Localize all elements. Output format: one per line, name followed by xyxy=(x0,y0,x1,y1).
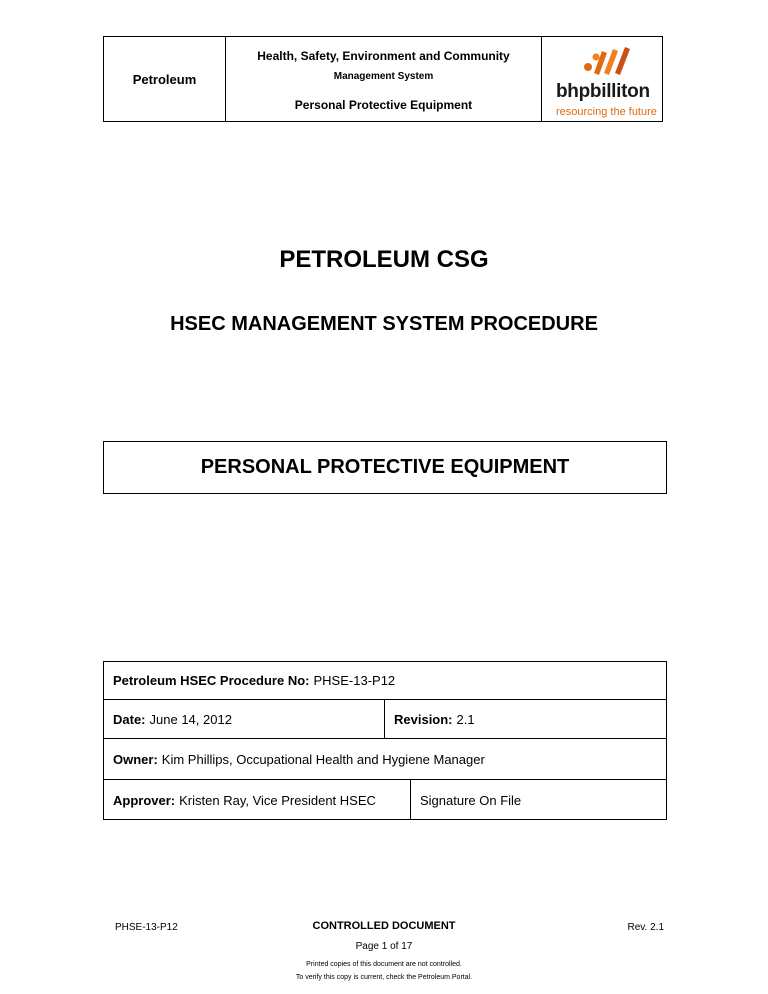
date-value: June 14, 2012 xyxy=(149,711,232,727)
procedure-info-table xyxy=(103,661,667,820)
footer-page-number: Page 1 of 17 xyxy=(355,941,413,952)
header-line-3: Personal Protective Equipment xyxy=(294,98,473,112)
date-cell xyxy=(104,700,384,738)
approver-value: Kristen Ray, Vice President HSEC xyxy=(179,792,376,808)
date-label: Date: xyxy=(113,711,146,727)
info-row-approver xyxy=(104,780,666,820)
owner-value: Kim Phillips, Occupational Health and Hygiene Manager xyxy=(161,751,485,767)
procedure-title-box: PERSONAL PROTECTIVE EQUIPMENT xyxy=(103,441,667,494)
revision-label: Revision: xyxy=(394,711,453,727)
owner-label: Owner: xyxy=(113,751,158,767)
logo-tagline: resourcing the future xyxy=(556,106,657,118)
signature-cell xyxy=(411,780,521,820)
procedure-number-label: Petroleum HSEC Procedure No: xyxy=(113,673,310,688)
header-system-title xyxy=(226,37,542,121)
approver-cell xyxy=(104,780,410,820)
procedure-number-value: PHSE-13-P12 xyxy=(313,673,396,688)
page-subtitle: HSEC MANAGEMENT SYSTEM PROCEDURE xyxy=(170,313,598,335)
logo-wordmark: bhpbilliton xyxy=(556,81,650,102)
footer-note-2: To verify this copy is current, check the Petroleum Portal. xyxy=(295,974,473,981)
footer-doc-number: PHSE-13-P12 xyxy=(115,922,178,933)
page-title: PETROLEUM CSG xyxy=(279,246,489,273)
company-logo xyxy=(542,37,663,121)
footer-status: CONTROLLED DOCUMENT xyxy=(312,920,456,932)
document-header xyxy=(103,36,663,122)
info-row-date xyxy=(104,700,666,739)
header-line-2: Management System xyxy=(333,71,434,82)
info-row-procedure xyxy=(104,662,666,700)
revision-value: 2.1 xyxy=(456,711,475,727)
signature-value: Signature On File xyxy=(420,792,522,808)
procedure-number-cell xyxy=(104,662,395,699)
logo-mark-icon xyxy=(582,43,636,77)
footer-note-1: Printed copies of this document are not controlled. xyxy=(306,961,462,968)
footer-revision: Rev. 2.1 xyxy=(627,922,664,933)
header-division: Petroleum xyxy=(104,37,226,121)
approver-label: Approver: xyxy=(113,792,176,808)
revision-cell xyxy=(385,700,475,738)
info-row-owner xyxy=(104,739,666,780)
owner-cell xyxy=(104,739,485,779)
header-line-1: Health, Safety, Environment and Community xyxy=(257,49,510,63)
